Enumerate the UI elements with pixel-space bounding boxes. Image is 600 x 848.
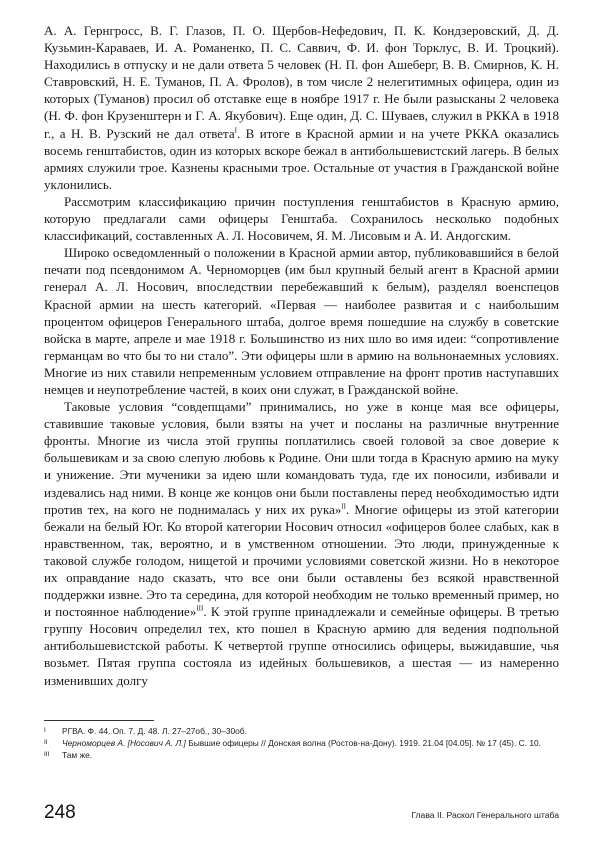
footnote-author: Черноморцев А. [Носович А. Л.] [62,738,186,748]
paragraph-1: А. А. Гернгросс, В. Г. Глазов, П. О. Щербов-Нефедович, П. К. Кондзеровский, Д. Д. Кузьмин-Караваев, И. А. Романенко, П. С. Саввич, Ф. И. фон Торклус, В. И. Троцкий). Находились в отпуску и не дали ответа 5 человек (Н. П. фон Ашеберг, В. В. Смирнов, К. Н. Ставровский, Н. Е. Туманов, П. А. Фролов), в том числе 2 нелегитимных офицера, один из которых (Туманов) просил об отставке еще в ноябре 1917 г. Не были разысканы 2 человека (Н. Ф. фон Крузенштерн и Г. А. Якубович). Еще один, Д. С. Шуваев, служил в РККА в 1918 г., а Н. В. Рузский не дал ответа$^I$. В итоге в Красной армии и на учете РККА оказались восемь генштабистов, один из которых вскоре бежал в антибольшевистский лагерь. В белых армиях служили трое. Казнены красными трое. Остальные от участия в Гражданской войне уклонились. [44,23,559,192]
page-number: 248 [44,802,76,823]
footnote-ref-3[interactable]: III [196,604,204,613]
footnote-3 [44,750,559,761]
main-text [44,22,559,689]
paragraph-4: Таковые условия “совдепщами” принимались, но уже в конце мая все офицеры, ставившие таковые условия, были взяты на учет и посланы на различные внутренние фронты. Многие из числа этой группы поплатились своей головой за свое доверие к большевикам и за свою слепую любовь к Родине. Они шли тогда в Красную армию на муку и унижение. Эти мученики за идею шли командовать туда, где их поносили, избивали и издевались над ними. В конце же концов они были поставлены перед необходимостью идти против тех, на кого не поднималась у них их рука»$^{II}$. Многие офицеры из этой категории бежали на белый Юг. Ко второй категории Носович относил «офицеров более слабых, как в нравственном, так, вероятно, и в умственном отношении. Это люди, принужденные к таковой службе голодом, нищетой и прочими условиями советской жизни. Но в некоторое их оправдание надо сказать, что все они были оставлены без всякой нравственной поддержки извне. Это та середина, для которой необходим не только временный пример, но и постоянное наблюдение»$^{III}$. К этой группе принадлежали и семейные офицеры. В третью группу Носович определил тех, кто пошел в Красную армию для ведения подпольной антибольшевистской работы. К четвертой группе относились офицеры, выжидавшие, чья возьмет. Пятая группа состояла из идейных большевиков, а шестая — из намеренно изменивших долгу [44,399,560,688]
footnote-ref-1[interactable]: I [234,126,238,135]
running-head: Глава II. Раскол Генерального штаба [411,810,559,820]
footnotes [44,726,559,762]
footnote-text: Там же. [62,750,93,760]
paragraph-2: Рассмотрим классификацию причин поступления генштабистов в Красную армию, которую предлагали сами офицеры Генштаба. Сохранилось несколько подобных классификаций, составленных А. Л. Носовичем, Я. М. Лисовым и А. И. Андогским. [44,193,559,244]
footnote-ref-2[interactable]: II [341,502,347,511]
footnote-text: РГВА. Ф. 44. Оп. 7. Д. 48. Л. 27–27об., 30–30об. [62,726,247,736]
footnote-text: Бывшие офицеры // Донская волна (Ростов-на-Дону). 1919. 21.04 [04.05]. № 17 (45). С. 10. [185,738,541,748]
footnote-divider [44,720,154,721]
footnote-mark: III [44,751,50,758]
footnote-1 [44,726,559,737]
footnote-mark: I [44,727,46,734]
paragraph-3: Широко осведомленный о положении в Красной армии автор, публиковавшийся в белой печати под псевдонимом А. Черноморцев (им был крупный белый агент в Красной армии генерал А. Л. Носович, впоследствии перебежавший к белым), разделял военспецов Красной армии на шесть категорий. «Первая — наиболее развитая и с наибольшим процентом офицеров Генерального штаба, долгое время пошедшие на службу в советские войска в марте, апреле и мае 1918 г. Большинство из них шло во имя идеи: “сопротивление германцам во что бы то ни стало”. Эти офицеры шли в армию на вольнонаемных условиях. Многие из них ставили непременным условием отправление на фронт против наступавших немцев и неупотребление частей, в коих они служат, в Гражданской войне. [44,245,559,397]
footnote-mark: II [44,739,48,746]
page-footer [44,802,559,828]
footnote-2 [44,738,559,749]
